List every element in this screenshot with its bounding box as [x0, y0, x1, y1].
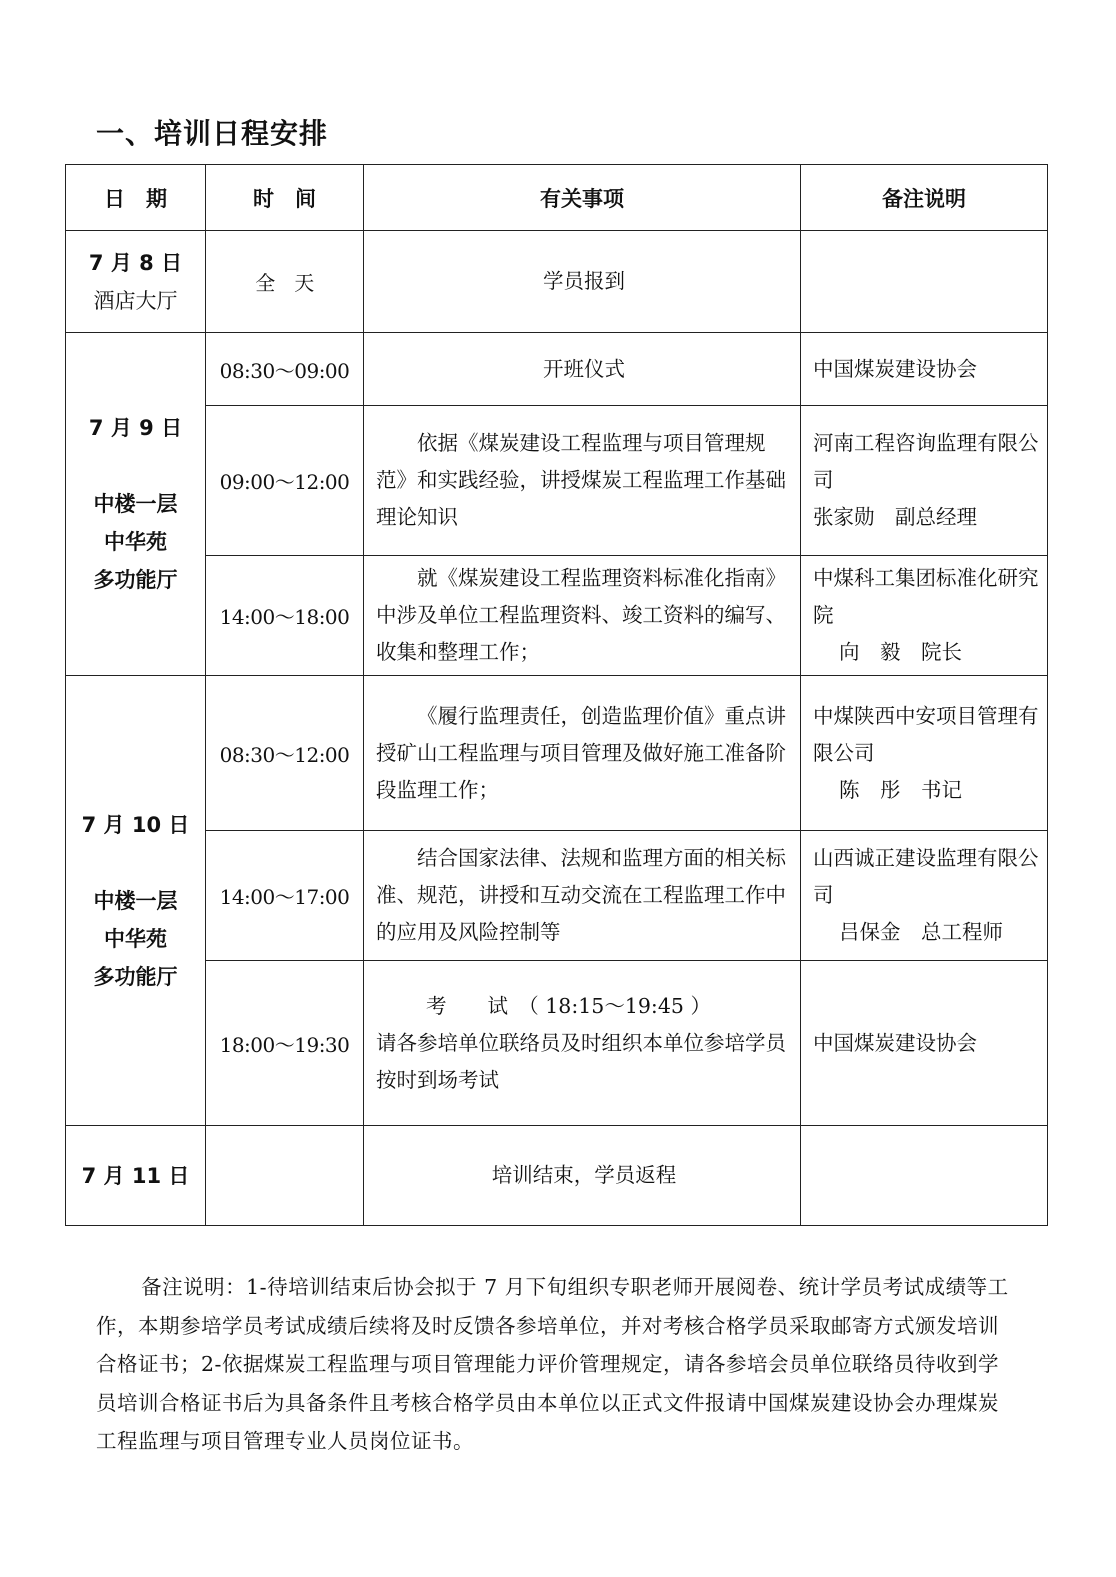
- note-org: 中煤陕西中安项目管理有限公司: [813, 703, 1039, 765]
- location-label: 酒店大厅: [93, 288, 178, 313]
- table-row: [66, 1126, 1048, 1226]
- header-item: 有关事项: [364, 165, 801, 231]
- note-org: 山西诚正建设监理有限公司: [813, 846, 1039, 907]
- item-cell: 培训结束，学员返程: [364, 1126, 801, 1226]
- location-label: 中楼一层: [93, 888, 178, 913]
- exam-line: 考 试 （ 18:15～19:45 ）: [426, 993, 711, 1018]
- header-date: 日 期: [66, 165, 206, 231]
- note-person: 张家勋 副总经理: [813, 505, 977, 529]
- location-label: 中华苑: [104, 530, 167, 554]
- item-cell: 《履行监理责任，创造监理价值》重点讲授矿山工程监理与项目管理及做好施工准备阶段监理工作；: [364, 676, 801, 831]
- header-note: 备注说明: [801, 165, 1048, 231]
- date-label: 7 月 8 日: [88, 250, 183, 275]
- time-cell: 14:00～17:00: [206, 831, 364, 961]
- item-cell: 开班仪式: [364, 333, 801, 406]
- date-cell: [66, 231, 206, 333]
- table-row: [66, 556, 1048, 676]
- time-cell: 18:00～19:30: [206, 961, 364, 1126]
- note-cell: 中国煤炭建设协会: [801, 333, 1048, 406]
- date-cell: 7 月 11 日: [66, 1126, 206, 1226]
- schedule-table: [65, 164, 1048, 1226]
- note-org: 河南工程咨询监理有限公司: [813, 431, 1039, 492]
- footnote: 备注说明：1-待培训结束后协会拟于 7 月下旬组织专职老师开展阅卷、统计学员考试成绩等工作，本期参培学员考试成绩后续将及时反馈各参培单位，并对考核合格学员采取邮寄方式颁发培训合格证书；2-依据煤炭工程监理与项目管理能力评价管理规定，请各参培会员单位联络员待收到学员培训合格证书后为具备条件且考核合格学员由本单位以正式文件报请中国煤炭建设协会办理煤炭工程监理与项目管理专业人员岗位证书。: [96, 1275, 1009, 1453]
- date-cell: [66, 676, 206, 1126]
- exam-instruction: 请各参培单位联络员及时组织本单位参培学员按时到场考试: [376, 1030, 786, 1092]
- time-cell: 08:30～09:00: [206, 333, 364, 406]
- table-row: [66, 961, 1048, 1126]
- time-cell: 全 天: [206, 231, 364, 333]
- note-org: 中煤科工集团标准化研究院: [813, 566, 1039, 627]
- note-cell: 中国煤炭建设协会: [801, 961, 1048, 1126]
- item-cell: 结合国家法律、法规和监理方面的相关标准、规范，讲授和互动交流在工程监理工作中的应用及风险控制等: [364, 831, 801, 961]
- table-row: [66, 676, 1048, 831]
- note-cell: [801, 1126, 1048, 1226]
- note-cell: [801, 231, 1048, 333]
- date-label: 7 月 10 日: [81, 812, 190, 837]
- time-cell: [206, 1126, 364, 1226]
- date-cell: [66, 333, 206, 676]
- note-cell: [801, 676, 1048, 831]
- table-row: [66, 231, 1048, 333]
- item-cell: [364, 961, 801, 1126]
- location-label: 中楼一层: [93, 492, 178, 516]
- location-label: 多功能厅: [93, 568, 178, 592]
- table-header-row: [66, 165, 1048, 231]
- note-person: 向 毅 院长: [839, 640, 962, 664]
- note-cell: [801, 406, 1048, 556]
- note-person: 陈 彤 书记: [839, 777, 962, 802]
- note-person: 吕保金 总工程师: [839, 920, 1003, 944]
- location-label: 多功能厅: [93, 964, 178, 989]
- item-cell: 就《煤炭建设工程监理资料标准化指南》中涉及单位工程监理资料、竣工资料的编写、收集和整理工作；: [364, 556, 801, 676]
- header-time: 时 间: [206, 165, 364, 231]
- time-cell: 09:00～12:00: [206, 406, 364, 556]
- location-label: 中华苑: [104, 926, 167, 951]
- note-cell: [801, 831, 1048, 961]
- section-title: 一、培训日程安排: [96, 117, 329, 150]
- table-row: [66, 406, 1048, 556]
- time-cell: 08:30～12:00: [206, 676, 364, 831]
- note-cell: [801, 556, 1048, 676]
- table-row: [66, 831, 1048, 961]
- item-cell: 依据《煤炭建设工程监理与项目管理规范》和实践经验，讲授煤炭工程监理工作基础理论知识: [364, 406, 801, 556]
- time-cell: 14:00～18:00: [206, 556, 364, 676]
- item-cell: 学员报到: [364, 231, 801, 333]
- date-label: 7 月 9 日: [88, 416, 183, 440]
- table-row: [66, 333, 1048, 406]
